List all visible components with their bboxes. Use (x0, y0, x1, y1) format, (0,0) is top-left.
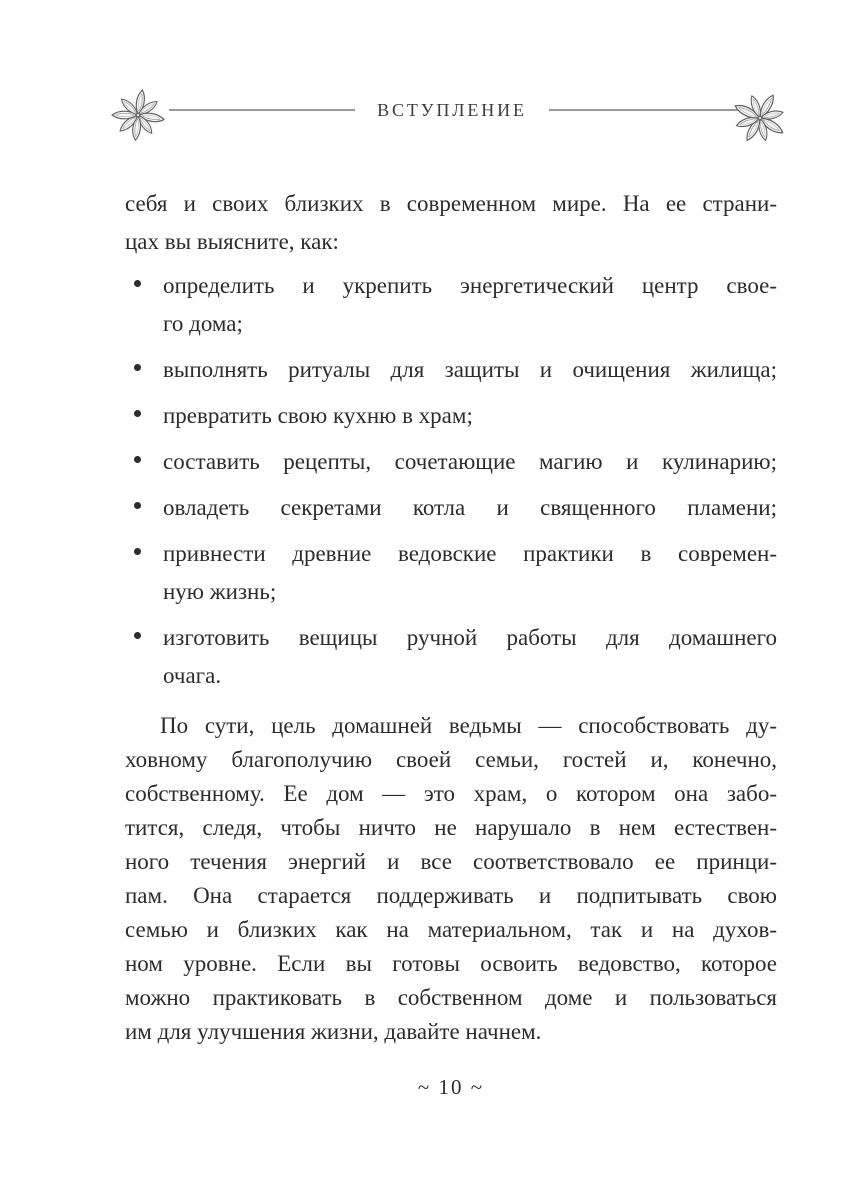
text-line: ховному благополучию своей семьи, гостей и, конечно, (125, 747, 777, 772)
text-line: изготовить вещицы ручной работы для домашнего (163, 625, 777, 650)
text-line: По сути, цель домашней ведьмы — способствовать ду- (160, 713, 777, 738)
text-line: семью и близких как на материальном, так и на духов- (125, 917, 777, 942)
text-line: цах вы выясните, как: (125, 229, 339, 254)
bullet-icon (134, 364, 141, 371)
list-item (125, 489, 777, 527)
header-rule-right (549, 109, 738, 111)
text-line: себя и своих близких в современном мире. На ее страни- (125, 191, 777, 216)
text-line: превратить свою кухню в храм; (163, 403, 473, 428)
text-line: го дома; (163, 311, 243, 336)
bullet-icon (134, 456, 141, 463)
page-body (125, 185, 777, 1049)
text-line: ную жизнь; (163, 579, 277, 604)
text-line: можно практиковать в собственном доме и пользоваться (125, 985, 777, 1010)
page-footer (125, 1075, 777, 1100)
running-header (0, 0, 866, 170)
text-line: определить и укрепить энергетический центр свое- (163, 273, 777, 298)
text-line: очага. (163, 663, 222, 688)
list-item (125, 535, 777, 611)
text-line: пам. Она старается поддерживать и подпитывать свою (125, 883, 777, 908)
text-line: овладеть секретами котла и священного пламени; (163, 495, 777, 520)
bullet-icon (134, 502, 141, 509)
text-line: составить рецепты, сочетающие магию и кулинарию; (163, 449, 777, 474)
list-item (125, 443, 777, 481)
bullet-list (125, 267, 777, 695)
text-line: собственному. Ее дом — это храм, о котором она забо- (125, 781, 777, 806)
bullet-icon (134, 280, 141, 287)
list-item (125, 397, 777, 435)
bullet-icon (134, 632, 141, 639)
star-anise-ornament-right (721, 79, 799, 157)
list-item (125, 619, 777, 695)
text-line: привнести древние ведовские практики в современ- (163, 541, 777, 566)
star-anise-ornament-left (110, 87, 166, 143)
closing-paragraph (125, 709, 777, 1049)
bullet-icon (134, 548, 141, 555)
list-item (125, 351, 777, 389)
text-line: ного течения энергий и все соответствовало ее принци- (125, 849, 777, 874)
intro-text (125, 185, 777, 261)
running-title: ВСТУПЛЕНИЕ (377, 100, 527, 120)
header-rule-left (169, 109, 355, 111)
text-line: тится, следя, чтобы ничто не нарушало в нем естествен- (125, 815, 777, 840)
text-line: им для улучшения жизни, давайте начнем. (125, 1019, 542, 1044)
text-line: выполнять ритуалы для защиты и очищения жилища; (163, 357, 777, 382)
bullet-icon (134, 410, 141, 417)
list-item (125, 267, 777, 343)
page-number: ~ 10 ~ (417, 1075, 485, 1099)
text-line: ном уровне. Если вы готовы освоить ведовство, которое (125, 951, 777, 976)
